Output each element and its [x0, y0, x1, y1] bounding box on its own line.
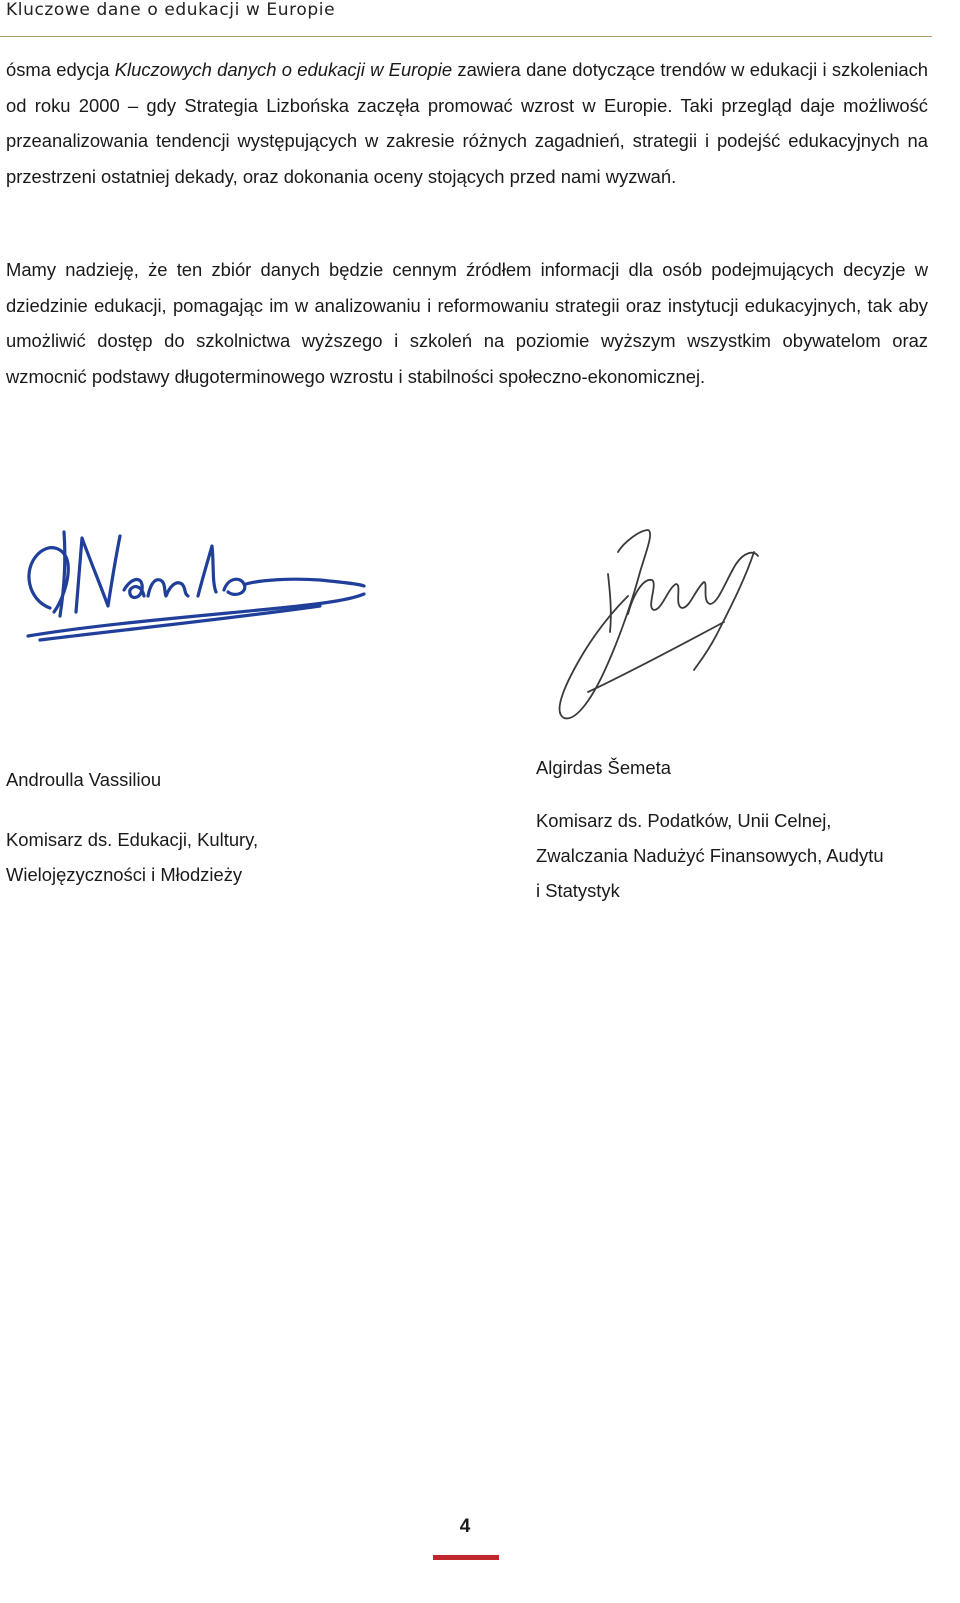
signatory-name-left: Androulla Vassiliou: [6, 769, 162, 790]
signature-semeta-icon: [548, 522, 768, 727]
role-left-line-2: Wielojęzyczności i Młodzieży: [6, 864, 243, 885]
running-header: Kluczowe dane o edukacji w Europie: [6, 0, 336, 20]
hope-paragraph: Mamy nadzieję, że ten zbiór danych będzie cennym źródłem informacji dla osób podejmujących decyzje w dziedzinie edukacji, pomagając im w analizowaniu i reformowaniu strategii oraz instytucji edukacyjnych, tak aby umożliwić dostęp do szkolnictwa wyższego i szkoleń na poziomie wyższym wszystkim obywatelom oraz wzmocnić podstawy długoterminowego wzrostu i stabilności społeczno-ekonomicznej.: [6, 259, 928, 387]
role-left-line-1: Komisarz ds. Edukacji, Kultury,: [6, 829, 259, 850]
role-right-line-1: Komisarz ds. Podatków, Unii Celnej,: [536, 810, 832, 831]
page-number-bar: [433, 1555, 499, 1560]
page-number: 4: [459, 1516, 471, 1537]
signatory-role-right: [536, 803, 936, 908]
intro-lead: ósma edycja: [6, 59, 115, 80]
signature-vassiliou-icon: [20, 520, 370, 650]
signatory-role-left: [6, 822, 326, 892]
intro-paragraph: [6, 52, 928, 194]
role-right-line-3: i Statystyk: [536, 880, 620, 901]
publication-title: Kluczowych danych o edukacji w Europie: [114, 59, 453, 80]
role-right-line-2: Zwalczania Nadużyć Finansowych, Audytu: [536, 845, 884, 866]
intro-rest: zawiera dane dotyczące trendów w edukacji i szkoleniach od roku 2000 – gdy Strategia Lizbońska zaczęła promować wzrost w Europie. Taki przegląd daje możliwość przeanalizowania tendencji występujących w zakresie różnych zagadnień, strategii i podejść edukacyjnych na przestrzeni ostatniej dekady, oraz dokonania oceny stojących przed nami wyzwań.: [6, 59, 928, 187]
signatory-name-right: Algirdas Šemeta: [536, 757, 671, 778]
header-rule: [0, 36, 932, 37]
